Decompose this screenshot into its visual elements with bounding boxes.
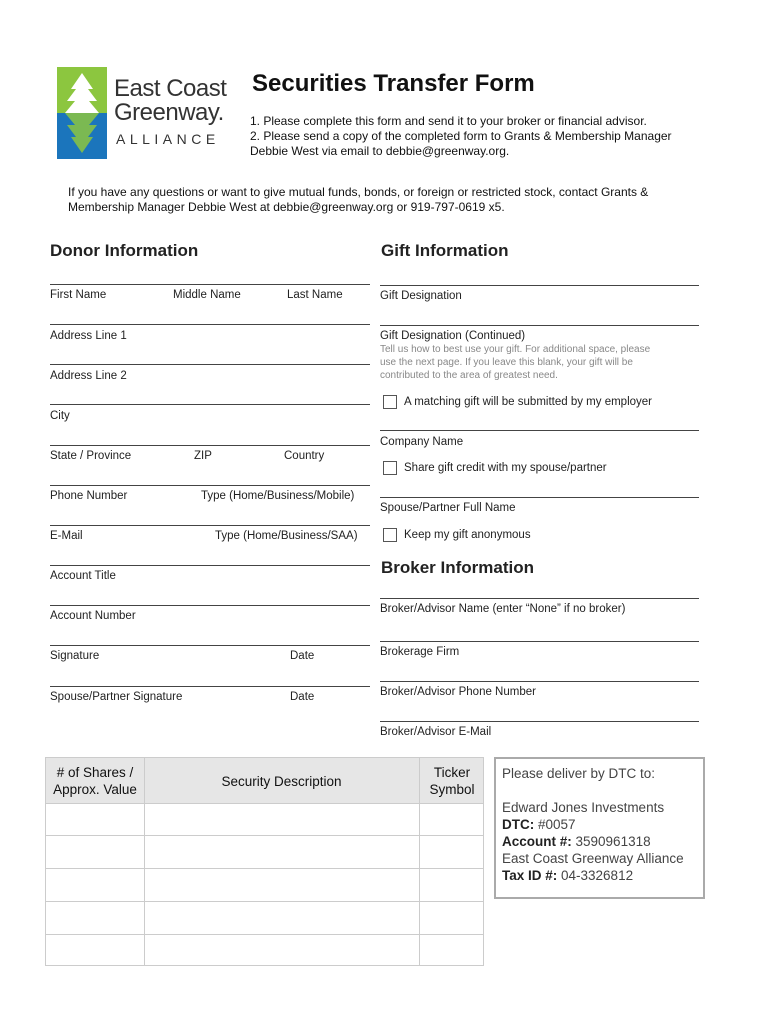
address2-label: Address Line 2 bbox=[50, 370, 127, 382]
state-label: State / Province bbox=[50, 450, 132, 462]
phone-line[interactable] bbox=[50, 485, 370, 486]
country-label: Country bbox=[284, 450, 325, 462]
table-cell-ticker-1[interactable] bbox=[420, 804, 485, 835]
broker-phone-label: Broker/Advisor Phone Number bbox=[380, 686, 536, 698]
phone-label: Phone Number bbox=[50, 490, 128, 502]
intro-line-2: Membership Manager Debbie West at debbie@greenway.org or 919-797-0619 x5. bbox=[68, 200, 505, 214]
gift-help-2: use the next page. If you leave this blank, your gift will be bbox=[380, 357, 633, 368]
col-description-header: Security Description bbox=[221, 774, 342, 789]
company-name-label: Company Name bbox=[380, 436, 464, 448]
share-credit-label: Share gift credit with my spouse/partner bbox=[404, 462, 607, 474]
broker-email-label: Broker/Advisor E-Mail bbox=[380, 726, 492, 738]
logo-text-east-coast: East Coast bbox=[114, 75, 227, 102]
dtc-number: DTC: #0057 bbox=[502, 817, 576, 832]
gift-help-3: contributed to the area of greatest need. bbox=[380, 370, 558, 381]
email-type-label: Type (Home/Business/SAA) bbox=[215, 530, 358, 542]
table-cell-description-1[interactable] bbox=[145, 804, 419, 835]
email-label: E-Mail bbox=[50, 530, 83, 542]
middle-name-label: Middle Name bbox=[173, 289, 241, 301]
address2-line[interactable] bbox=[50, 364, 370, 365]
page-title: Securities Transfer Form bbox=[252, 70, 535, 97]
anonymous-checkbox[interactable] bbox=[383, 528, 397, 542]
intro-line-1: If you have any questions or want to give mutual funds, bonds, or foreign or restricted stock, contact Grants & bbox=[68, 185, 649, 199]
email-line[interactable] bbox=[50, 525, 370, 526]
col-ticker-header: Ticker Symbol bbox=[429, 765, 475, 797]
share-credit-checkbox[interactable] bbox=[383, 461, 397, 475]
logo-mark bbox=[57, 67, 107, 159]
gift-help-1: Tell us how to best use your gift. For additional space, please bbox=[380, 344, 651, 355]
company-name-line[interactable] bbox=[380, 430, 699, 431]
dtc-firm: Edward Jones Investments bbox=[502, 800, 665, 815]
table-cell-shares-1[interactable] bbox=[46, 804, 144, 835]
matching-gift-label: A matching gift will be submitted by my employer bbox=[404, 396, 652, 408]
broker-heading: Broker Information bbox=[381, 558, 535, 577]
zip-label: ZIP bbox=[194, 450, 212, 462]
donor-heading: Donor Information bbox=[50, 241, 199, 260]
account-title-line[interactable] bbox=[50, 565, 370, 566]
dtc-tax-id: Tax ID #: 04-3326812 bbox=[502, 868, 634, 883]
gift-heading: Gift Information bbox=[381, 241, 509, 260]
gift-designation-label: Gift Designation bbox=[380, 290, 462, 302]
instruction-2: 2. Please send a copy of the completed form to Grants & Membership Manager bbox=[250, 129, 672, 143]
dtc-account: Account #: 3590961318 bbox=[502, 834, 651, 849]
spouse-name-line[interactable] bbox=[380, 497, 699, 498]
matching-gift-checkbox[interactable] bbox=[383, 395, 397, 409]
gift-designation-cont-label: Gift Designation (Continued) bbox=[380, 330, 526, 342]
col-shares-header: # of Shares / Approx. Value bbox=[53, 765, 137, 797]
tree-logo-icon bbox=[57, 67, 107, 159]
account-number-label: Account Number bbox=[50, 610, 136, 622]
state-line[interactable] bbox=[50, 445, 370, 446]
securities-table bbox=[45, 757, 484, 966]
broker-email-line[interactable] bbox=[380, 721, 699, 722]
city-line[interactable] bbox=[50, 404, 370, 405]
account-number-line[interactable] bbox=[50, 605, 370, 606]
signature-date-label: Date bbox=[290, 650, 315, 662]
first-name-label: First Name bbox=[50, 289, 107, 301]
spouse-date-label: Date bbox=[290, 691, 315, 703]
first-name-line[interactable] bbox=[50, 284, 370, 285]
broker-name-label: Broker/Advisor Name (enter “None” if no broker) bbox=[380, 603, 626, 615]
logo-text-greenway: Greenway. bbox=[114, 99, 224, 126]
account-title-label: Account Title bbox=[50, 570, 116, 582]
signature-label: Signature bbox=[50, 650, 100, 662]
broker-name-line[interactable] bbox=[380, 598, 699, 599]
signature-line[interactable] bbox=[50, 645, 370, 646]
dtc-delivery-box bbox=[494, 757, 705, 899]
broker-phone-line[interactable] bbox=[380, 681, 699, 682]
last-name-label: Last Name bbox=[287, 289, 343, 301]
instruction-3: Debbie West via email to debbie@greenway.org. bbox=[250, 144, 510, 158]
brokerage-firm-line[interactable] bbox=[380, 641, 699, 642]
instruction-1: 1. Please complete this form and send it to your broker or financial advisor. bbox=[250, 114, 647, 128]
dtc-organization: East Coast Greenway Alliance bbox=[502, 851, 684, 866]
logo-text-alliance: ALLIANCE bbox=[116, 131, 220, 147]
gift-designation-line[interactable] bbox=[380, 285, 699, 286]
phone-type-label: Type (Home/Business/Mobile) bbox=[201, 490, 355, 502]
address1-line[interactable] bbox=[50, 324, 370, 325]
anonymous-label: Keep my gift anonymous bbox=[404, 529, 531, 541]
brokerage-firm-label: Brokerage Firm bbox=[380, 646, 460, 658]
spouse-name-label: Spouse/Partner Full Name bbox=[380, 502, 516, 514]
dtc-heading: Please deliver by DTC to: bbox=[502, 766, 656, 781]
gift-designation-cont-line[interactable] bbox=[380, 325, 699, 326]
spouse-signature-label: Spouse/Partner Signature bbox=[50, 691, 183, 703]
city-label: City bbox=[50, 410, 70, 422]
spouse-signature-line[interactable] bbox=[50, 686, 370, 687]
address1-label: Address Line 1 bbox=[50, 330, 127, 342]
